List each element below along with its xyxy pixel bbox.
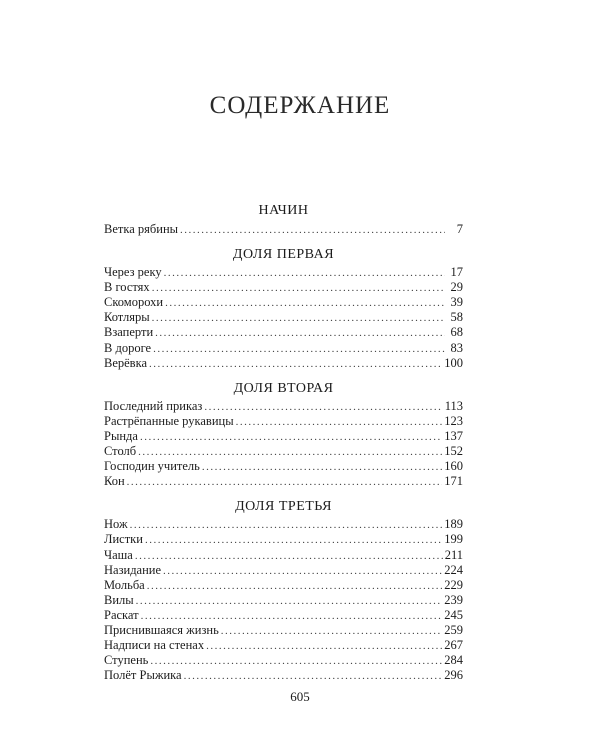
toc-entry [104, 593, 463, 608]
entry-title: Ступень [104, 653, 149, 668]
dot-leader [136, 594, 443, 609]
dot-leader [152, 281, 445, 296]
dot-leader [141, 609, 443, 624]
entry-title: Листки [104, 532, 143, 547]
dot-leader [164, 266, 445, 281]
entry-title: В дороге [104, 340, 152, 355]
toc-entry [104, 474, 463, 489]
entry-page: 245 [444, 607, 463, 622]
toc-entry [104, 638, 463, 653]
entry-title: Назидание [104, 562, 162, 577]
section-heading: ДОЛЯ ВТОРАЯ [233, 380, 334, 396]
entry-page: 211 [444, 547, 463, 562]
entry-page: 189 [444, 517, 463, 532]
entry-page: 152 [444, 444, 463, 459]
toc-entry [104, 265, 463, 280]
dot-leader [152, 311, 445, 326]
entry-title: Чаша [104, 547, 133, 562]
toc-entry [104, 517, 463, 532]
dot-leader [147, 579, 443, 594]
entry-page: 296 [444, 668, 463, 683]
toc-section [104, 498, 463, 683]
dot-leader [163, 564, 442, 579]
entry-page: 160 [444, 459, 463, 474]
dot-leader [165, 296, 445, 311]
section-heading: ДОЛЯ ТРЕТЬЯ [235, 499, 332, 515]
toc-entry [104, 459, 463, 474]
toc-entry [104, 356, 463, 371]
entry-title: В гостях [104, 280, 150, 295]
toc-section [104, 202, 463, 237]
toc-entry [104, 444, 463, 459]
entry-title: Рында [104, 428, 138, 443]
entry-page: 229 [444, 577, 463, 592]
entry-page: 39 [450, 295, 463, 310]
dot-leader [127, 475, 443, 490]
entry-page: 100 [444, 355, 463, 370]
entry-page: 137 [444, 428, 463, 443]
toc-entry [104, 653, 463, 668]
entry-title: Скоморохи [104, 295, 164, 310]
entry-page: 224 [444, 562, 463, 577]
toc-entry [104, 414, 463, 429]
toc-entry [104, 608, 463, 623]
toc-entry [104, 668, 463, 683]
dot-leader [180, 223, 445, 238]
entry-title: Полёт Рыжика [104, 668, 182, 683]
entry-title: Верёвка [104, 355, 148, 370]
dot-leader [138, 445, 442, 460]
entry-page: 58 [450, 310, 463, 325]
entry-title: Надписи на стенах [104, 638, 205, 653]
toc-entry [104, 532, 463, 547]
dot-leader [155, 326, 445, 341]
toc-entry [104, 623, 463, 638]
dot-leader [135, 549, 443, 564]
entry-page: 239 [444, 592, 463, 607]
entry-page: 171 [444, 474, 463, 489]
entry-page: 267 [444, 638, 463, 653]
dot-leader [184, 669, 443, 684]
entry-title: Последний приказ [104, 398, 203, 413]
entry-title: Ветка рябины [104, 222, 179, 236]
entry-page: 123 [444, 413, 463, 428]
entry-page: 199 [444, 532, 463, 547]
dot-leader [145, 533, 442, 548]
dot-leader [236, 415, 443, 430]
dot-leader [149, 357, 442, 372]
entry-page: 29 [450, 280, 463, 295]
section-heading: ДОЛЯ ПЕРВАЯ [232, 247, 335, 263]
toc-entry [104, 310, 463, 325]
entry-title: Нож [104, 517, 128, 532]
toc-entry [104, 280, 463, 295]
entry-page: 68 [450, 325, 463, 340]
dot-leader [130, 518, 443, 533]
entry-title: Мольба [104, 577, 145, 592]
entry-title: Кон [104, 474, 125, 489]
table-of-contents [104, 202, 463, 683]
toc-entry [104, 548, 463, 563]
toc-entry [104, 341, 463, 356]
toc-entry [104, 222, 463, 237]
entry-title: Котляры [104, 310, 150, 325]
entry-title: Растрёпанные рукавицы [104, 413, 234, 428]
toc-entry [104, 429, 463, 444]
dot-leader [221, 624, 442, 639]
toc-section [104, 246, 463, 371]
toc-entry [104, 578, 463, 593]
toc-entry [104, 399, 463, 414]
dot-leader [202, 460, 442, 475]
entry-title: Раскат [104, 607, 139, 622]
toc-entry [104, 295, 463, 310]
toc-entry [104, 563, 463, 578]
section-heading: НАЧИН [258, 203, 309, 218]
dot-leader [153, 342, 445, 357]
page-number: 605 [290, 689, 310, 704]
toc-entry [104, 325, 463, 340]
entry-title: Вилы [104, 592, 134, 607]
entry-title: Через реку [104, 265, 162, 280]
entry-page: 7 [456, 222, 463, 236]
entry-page: 259 [444, 622, 463, 637]
page-title: СОДЕРЖАНИЕ [209, 92, 391, 119]
entry-page: 113 [444, 398, 463, 413]
dot-leader [204, 400, 442, 415]
entry-title: Взаперти [104, 325, 154, 340]
dot-leader [150, 654, 442, 669]
entry-title: Господин учитель [104, 459, 200, 474]
entry-page: 284 [444, 653, 463, 668]
entry-title: Приснившаяся жизнь [104, 622, 219, 637]
entry-title: Столб [104, 444, 137, 459]
entry-page: 83 [450, 340, 463, 355]
dot-leader [206, 639, 442, 654]
toc-section [104, 380, 463, 490]
entry-page: 17 [450, 265, 463, 280]
dot-leader [140, 430, 442, 445]
